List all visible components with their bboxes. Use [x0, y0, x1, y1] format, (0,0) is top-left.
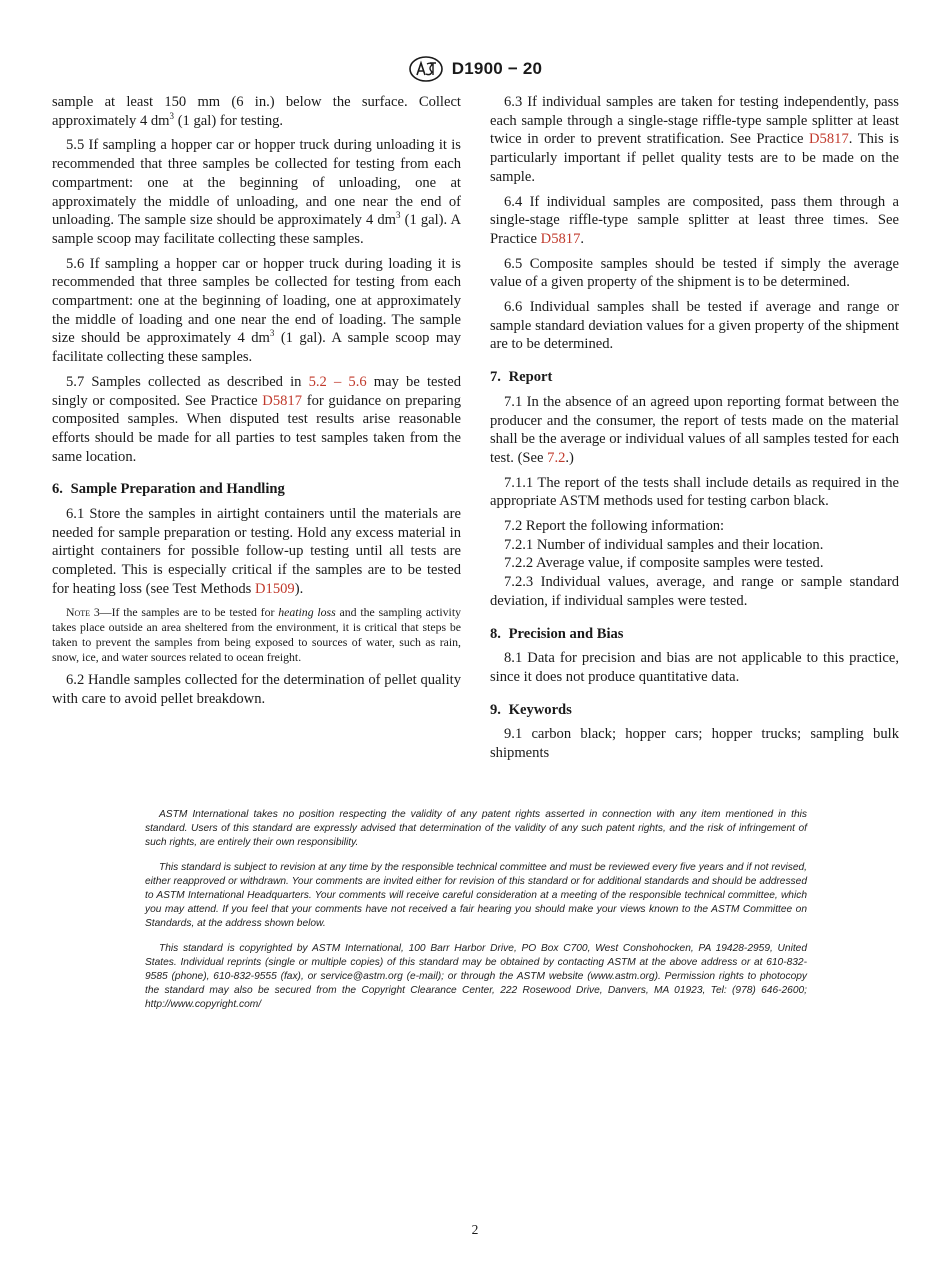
footer-revision-notice: This standard is subject to revision at any time by the responsible technical committee and must be reviewed every five years and if not revised, either reapproved or withdrawn. Your comments are invited either for revision of this standard or for additional standards and should be addressed to ASTM International Headquarters. Your comments will receive careful consideration at a meeting of the responsible technical committee, which you may attend. If you feel that your comments have not received a fair hearing you should make your views known to the ASTM Committee on Standards, at the address shown below.: [145, 862, 807, 929]
paragraph-5-6: 5.6 If sampling a hopper car or hopper truck during loading it is recommended that three samples be collected for testing from each compartment: one at the beginning of loading, one at approximately the middle of loading and one near the end of loading. The sample size should be approximately 4 $dm^3$ (1 gal). A sample scoop may facilitate collecting these samples.: [52, 255, 461, 366]
section-heading-8: 8. Precision and Bias: [490, 625, 624, 642]
paragraph-6-3: 6.3 If individual samples are taken for testing independently, pass each sample through a single-stage riffle-type sample splitter at least twice in order to prevent stratification. See Practice D5817. This is particularly important if pellet quality tests are to be made on the sample.: [490, 94, 899, 185]
section-heading-9: 9. Keywords: [490, 701, 572, 718]
paragraph-continuation: sample at least 150 mm (6 in.) below the surface. Collect approximately 4 $dm^3$ (1 gal) for testing.: [52, 94, 461, 129]
paragraph-6-5: 6.5 Composite samples should be tested if simply the average value of a given property of the shipment is to be determined.: [490, 255, 899, 291]
section-heading-7: 7. Report: [490, 369, 553, 386]
ref-link-5-2-5-6[interactable]: 5.2 – 5.6: [308, 373, 367, 390]
paragraph-5-7: 5.7 Samples collected as described in 5.2 – 5.6 may be tested singly or composited. See Practice D5817 for guidance on preparing composited samples. When disputed test results arise reasonable efforts should be made for all parties to test samples taken from the same location.: [52, 373, 461, 465]
page-number: 2: [471, 1222, 479, 1237]
section-heading-6: 6. Sample Preparation and Handling: [52, 481, 285, 498]
paragraph-7-2: 7.2 Report the following information:: [504, 518, 725, 535]
page-header: [0, 56, 950, 82]
paragraph-6-4: 6.4 If individual samples are composited, pass them through a single-stage riffle-type sample splitter at least three times. See Practice D5817.: [490, 193, 899, 247]
footer-patent-notice: ASTM International takes no position respecting the validity of any patent rights asserted in connection with any item mentioned in this standard. Users of this standard are expressly advised that determination of the validity of any such patent rights, and the risk of infringement of such rights, are entirely their own responsibility.: [145, 809, 807, 848]
document-designation: D1900 − 20: [451, 59, 543, 78]
ref-link-d5817[interactable]: D5817: [809, 131, 849, 148]
paragraph-6-1: 6.1 Store the samples in airtight containers until the materials are needed for sample preparation or testing. Hold any excess material in airtight containers for possible follow-up testing until all tests are completed. This is especially critical if the samples are to be tested for heating loss (see Test Methods D1509).: [52, 506, 461, 597]
legal-footer: [145, 808, 807, 1023]
left-column: [52, 93, 461, 715]
paragraph-8-1: 8.1 Data for precision and bias are not applicable to this practice, since it does not produce quantitative data.: [490, 650, 899, 685]
ref-link-d1509[interactable]: D1509: [255, 580, 295, 597]
astm-logo-icon: [408, 55, 444, 83]
paragraph-7-1: 7.1 In the absence of an agreed upon reporting format between the producer and the consumer, the report of tests made on the material shall be the average or individual values of all samples tested for each test. (See 7.2.): [490, 393, 899, 466]
paragraph-7-2-1: 7.2.1 Number of individual samples and their location.: [504, 536, 824, 553]
paragraph-9-1: 9.1 carbon black; hopper cars; hopper trucks; sampling bulk shipments: [490, 726, 899, 762]
paragraph-7-1-1: 7.1.1 The report of the tests shall include details as required in the appropriate ASTM methods used for testing carbon black.: [490, 474, 899, 510]
right-column: [490, 93, 899, 769]
paragraph-7-2-3: 7.2.3 Individual values, average, and range or sample standard deviation, if individual samples were tested.: [490, 574, 899, 609]
paragraph-6-6: 6.6 Individual samples shall be tested if average and range or sample standard deviation values for a given property of the shipment are to be determined.: [490, 299, 899, 353]
ref-link-d5817[interactable]: D5817: [540, 230, 581, 247]
paragraph-5-5: 5.5 If sampling a hopper car or hopper truck during unloading it is recommended that three samples be collected for testing from each compartment: one at the beginning of unloading, one at approximately the middle of unloading, and one near the end of unloading. The sample size should be approximately 4 $dm^3$ (1 gal). A sample scoop may facilitate collecting these samples.: [52, 137, 461, 247]
paragraph-7-2-2: 7.2.2 Average value, if composite samples were tested.: [504, 555, 824, 572]
footer-copyright-notice: This standard is copyrighted by ASTM International, 100 Barr Harbor Drive, PO Box C700, West Conshohocken, PA 19428-2959, United States. Individual reprints (single or multiple copies) of this standard may be obtained by contacting ASTM at the above address or at 610-832-9585 (phone), 610-832-9555 (fax), or service@astm.org (e-mail); or through the ASTM website (www.astm.org). Permission rights to photocopy the standard may also be secured from the Copyright Clearance Center, 222 Rosewood Drive, Danvers, MA 01923, Tel: (978) 646-2600; http://www.copyright.com/: [145, 943, 807, 1010]
paragraph-6-2: 6.2 Handle samples collected for the determination of pellet quality with care to avoid pellet breakdown.: [52, 672, 461, 708]
ref-link-d5817[interactable]: D5817: [262, 392, 303, 409]
note-3: Note 3—If the samples are to be tested for heating loss and the sampling activity takes place outside an area sheltered from the environment, it is critical that steps be taken to prevent the samples from being exposed to sources of water, such as rain, snow, ice, and water sources related to ocean freight.: [52, 604, 462, 665]
ref-link-7-2[interactable]: 7.2: [547, 449, 566, 466]
